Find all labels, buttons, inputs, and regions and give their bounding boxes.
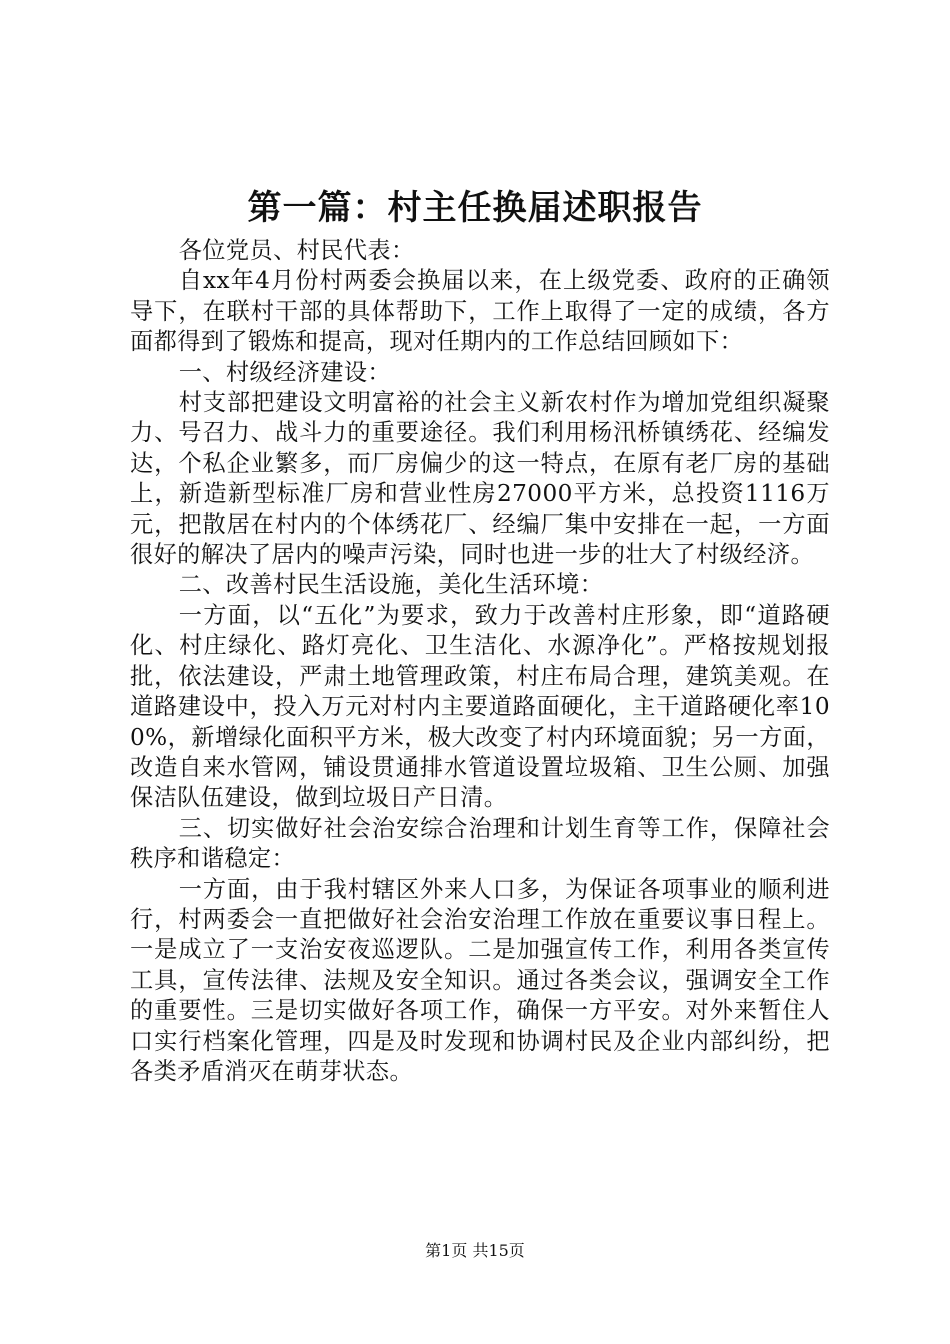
document-body [130, 236, 830, 1087]
document-title: 第一篇：村主任换届述职报告 [247, 188, 703, 228]
section-heading-security: 三、切实做好社会治安综合治理和计划生育等工作，保障社会秩序和谐稳定： [130, 814, 830, 873]
paragraph-intro: 自xx年4月份村两委会换届以来，在上级党委、政府的正确领导下，在联村干部的具体帮助下，工作上取得了一定的成绩，各方面都得到了锻炼和提高，现对任期内的工作总结回顾如下： [130, 267, 830, 356]
paragraph-living: 一方面，以“五化”为要求，致力于改善村庄形象，即“道路硬化、村庄绿化、路灯亮化、卫生洁化、水源净化”。严格按规划报批，依法建设，严肃土地管理政策，村庄布局合理，建筑美观。在道路建设中，投入万元对村内主要道路面硬化，主干道路硬化率100%，新增绿化面积平方米，极大改变了村内环境面貌；另一方面，改造自来水管网，铺设贯通排水管道设置垃圾箱、卫生公厕、加强保洁队伍建设，做到垃圾日产日清。 [130, 601, 830, 812]
paragraph-security: 一方面，由于我村辖区外来人口多，为保证各项事业的顺利进行，村两委会一直把做好社会治安治理工作放在重要议事日程上。一是成立了一支治安夜巡逻队。二是加强宣传工作，利用各类宣传工具，宣传法律、法规及安全知识。通过各类会议，强调安全工作的重要性。三是切实做好各项工作，确保一方平安。对外来暂住人口实行档案化管理，四是及时发现和协调村民及企业内部纠纷，把各类矛盾消灭在萌芽状态。 [130, 875, 830, 1085]
page-number-footer: 第1页 共15页 [425, 1241, 525, 1260]
paragraph-salutation: 各位党员、村民代表： [178, 237, 415, 264]
paragraph-economy: 村支部把建设文明富裕的社会主义新农村作为增加党组织凝聚力、号召力、战斗力的重要途径。我们利用杨汛桥镇绣花、经编发达，个私企业繁多，而厂房偏少的这一特点，在原有老厂房的基础上，新造新型标准厂房和营业性房27000平方米，总投资1116万元，把散居在村内的个体绣花厂、经编厂集中安排在一起，一方面很好的解决了居内的噪声污染，同时也进一步的壮大了村级经济。 [130, 389, 830, 569]
section-heading-living: 二、改善村民生活设施，美化生活环境： [178, 571, 604, 599]
section-heading-economy: 一、村级经济建设： [178, 358, 392, 386]
